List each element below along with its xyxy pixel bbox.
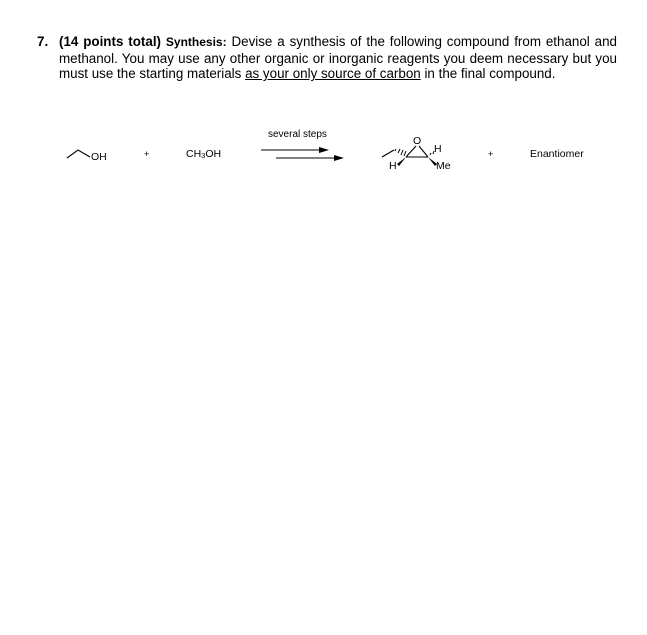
synthesis-heading: Synthesis: (165, 35, 227, 49)
h-right-label: H (434, 143, 442, 155)
methanol-label: $CH_3OH$ (186, 148, 222, 160)
reaction-arrows (261, 147, 344, 161)
plus-sign-1: + (144, 149, 150, 159)
reaction-scheme (0, 0, 647, 200)
arrow-label: several steps (268, 129, 327, 140)
oxygen-label: O (413, 135, 422, 147)
ethanol-bonds (67, 150, 90, 158)
scheme-drawing (0, 0, 647, 200)
ethanol-oh-label: OH (91, 151, 107, 163)
underlined-phrase: as your only source of carbon (245, 66, 421, 82)
question-text-part-1: Devise a synthesis of the following compound from ethanol and methanol. You may use any other organic or inorganic reagents you deem necessary but you must use the starting materials (59, 34, 618, 82)
enantiomer-label: Enantiomer (530, 148, 584, 160)
plus-sign-2: + (488, 149, 494, 159)
question-text-part-2: in the final compound. (420, 66, 556, 82)
h-left-label: H (389, 160, 397, 172)
question-number: 7. (37, 34, 49, 49)
methyl-label: Me (436, 160, 451, 172)
points-label: (14 points total) (59, 34, 161, 49)
